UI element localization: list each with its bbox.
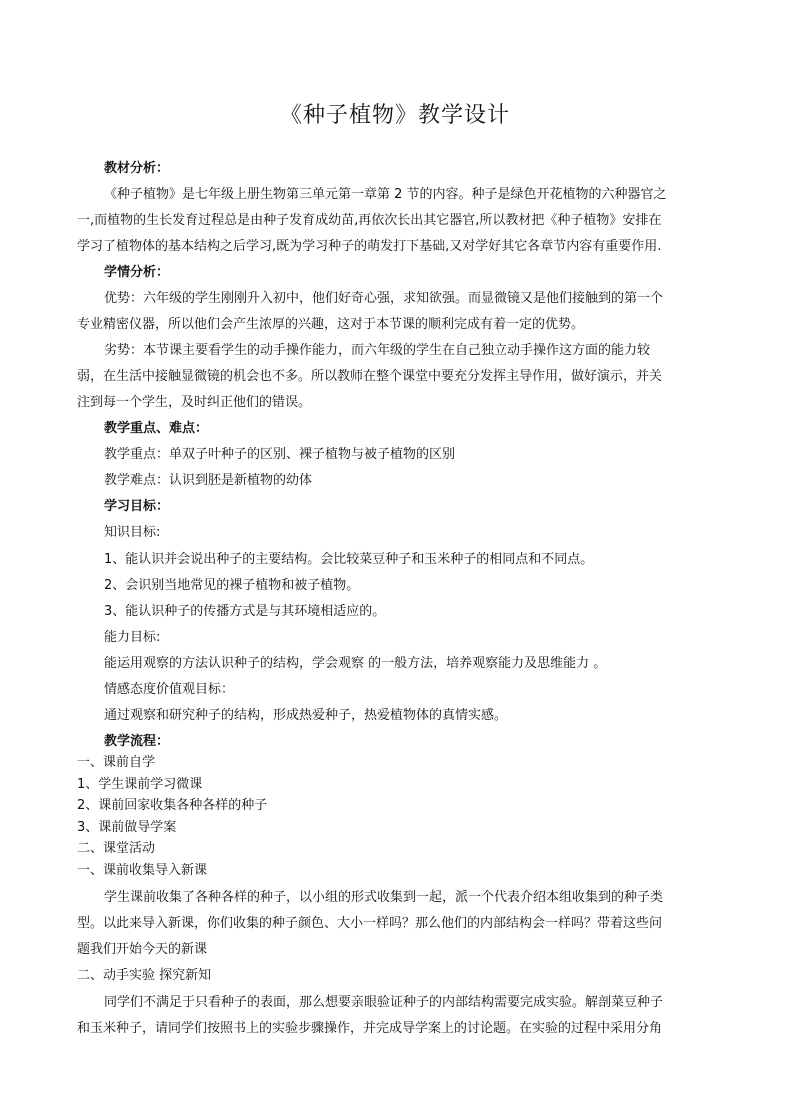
ability-label: 能力目标: <box>104 630 161 645</box>
step1-line-2: 型。以此来导入新课，你们收集的种子颜色、大小一样吗？那么他们的内部结构会一样吗？带着这些问 <box>77 916 663 931</box>
disadvantage-line-3: 注到每一个学生，及时纠正他们的错误。 <box>77 395 312 410</box>
step1-title: 一、课前收集导入新课 <box>77 863 208 878</box>
material-line-1: 《种子植物》是七年级上册生物第三单元第一章第 2 节的内容。种子是绿色开花植物的六种器官之 <box>104 187 667 202</box>
document-title: 《种子植物》教学设计 <box>279 103 510 128</box>
focus-line: 教学重点：单双子叶种子的区别、裸子植物与被子植物的区别 <box>104 447 456 462</box>
knowledge-label: 知识目标: <box>104 525 161 540</box>
pre-item-2: 2、课前回家收集各种各样的种子 <box>77 798 268 813</box>
advantage-line-1: 优势：六年级的学生刚刚升入初中，他们好奇心强，求知欲强。而显微镜又是他们接触到的第一个 <box>104 291 664 306</box>
keypoints-heading: 教学重点、难点： <box>104 421 209 436</box>
step2-title: 二、动手实验 探究新知 <box>77 968 212 983</box>
knowledge-item-1: 1、能认识并会说出种子的主要结构。会比较菜豆种子和玉米种子的相同点和不同点。 <box>104 552 594 567</box>
step1-line-3: 题我们开始今天的新课 <box>77 942 208 957</box>
disadvantage-line-2: 弱，在生活中接触显微镜的机会也不多。所以教师在整个课堂中要充分发挥主导作用，做好演示，并关 <box>77 369 663 384</box>
difficulty-line: 教学难点：认识到胚是新植物的幼体 <box>104 473 313 488</box>
pre-item-1: 1、学生课前学习微课 <box>77 777 203 792</box>
emotion-text: 通过观察和研究种子的结构，形成热爱种子，热爱植物体的真情实感。 <box>104 708 508 723</box>
pre-item-3: 3、课前做导学案 <box>77 820 177 835</box>
material-line-2: 一,而植物的生长发育过程总是由种子发育成幼苗,再依次长出其它器官,所以教材把《种子植物》安排在 <box>77 213 662 228</box>
knowledge-item-2: 2、会识别当地常见的裸子植物和被子植物。 <box>104 578 360 593</box>
step1-line-1: 学生课前收集了各种各样的种子，以小组的形式收集到一起，派一个代表介绍本组收集到的种子类 <box>104 890 664 905</box>
students-heading: 学情分析： <box>104 265 170 280</box>
ability-text: 能运用观察的方法认识种子的结构，学会观察 的一般方法，培养观察能力及思维能力 。 <box>104 656 607 671</box>
emotion-label: 情感态度价值观目标： <box>104 682 235 697</box>
disadvantage-line-1: 劣势：本节课主要看学生的动手操作能力，而六年级的学生在自己独立动手操作这方面的能力较 <box>104 343 651 358</box>
material-line-3: 学习了植物体的基本结构之后学习,既为学习种子的萌发打下基础,又对学好其它各章节内容有重要作用. <box>77 239 662 254</box>
objectives-heading: 学习目标： <box>104 499 170 514</box>
advantage-line-2: 专业精密仪器，所以他们会产生浓厚的兴趣，这对于本节课的顺利完成有着一定的优势。 <box>77 317 585 332</box>
process-heading: 教学流程： <box>104 734 170 749</box>
pre-class-title: 一、课前自学 <box>77 755 156 770</box>
step2-line-2: 和玉米种子，请同学们按照书上的实验步骤操作，并完成导学案上的讨论题。在实验的过程中采用分角 <box>77 1021 663 1036</box>
material-heading: 教材分析： <box>104 161 170 176</box>
step2-line-1: 同学们不满足于只看种子的表面，那么想要亲眼验证种子的内部结构需要完成实验。解剖菜豆种子 <box>104 995 664 1010</box>
knowledge-item-3: 3、能认识种子的传播方式是与其环境相适应的。 <box>104 604 386 619</box>
in-class-title: 二、课堂活动 <box>77 841 156 856</box>
